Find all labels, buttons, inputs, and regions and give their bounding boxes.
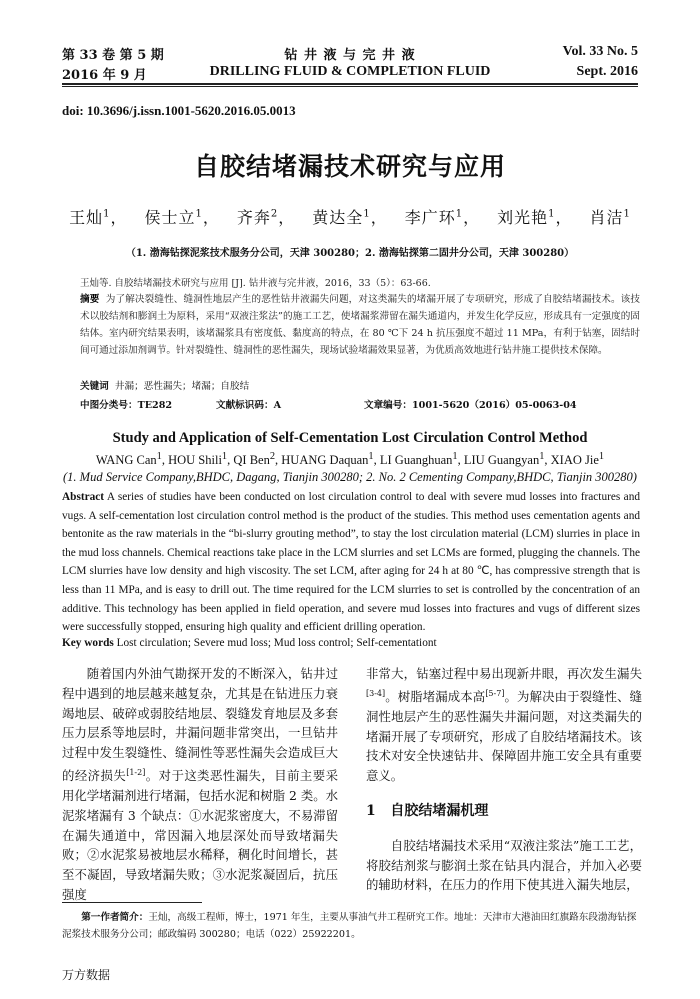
body-paragraph (62, 664, 338, 905)
clc-value: TE282 (137, 400, 173, 411)
doc-code-label: 文献标识码： (216, 400, 274, 411)
citation-ref: [3-4] (366, 688, 386, 698)
footnote-rule (62, 902, 202, 903)
date-en: Sept. 2016 (576, 64, 638, 79)
author-affiliation-mark: 2 (270, 208, 279, 220)
author-name: XIAO Jie (550, 453, 599, 468)
paper-title-en: Study and Application of Self-Cementation Lost Circulation Control Method (112, 430, 588, 446)
clc-label: 中图分类号： (80, 400, 138, 411)
header-rule-thin (62, 86, 638, 87)
author-name: LIU Guangyan (463, 453, 540, 468)
section-title: 自胶结堵漏机理 (390, 802, 489, 819)
section-heading-1 (366, 802, 642, 822)
author-affiliation-mark: 1 (452, 451, 458, 462)
body-text: 随着国内外油气勘探开发的不断深入，钻井过程中遇到的地层越来越复杂，尤其是在钻进压力衰竭地层、破碎或弱胶结地层、裂缝发育地层及多套压力层系等地层时，井漏问题非常突出，一旦钻井过程中发生裂缝性、缝洞性等恶性漏失会造成巨大的经济损失 (62, 666, 338, 784)
section-number: 1 (366, 802, 376, 819)
keywords-en-label: Key words (62, 637, 114, 649)
author-affiliation-mark: 1 (598, 451, 605, 462)
volume-en: Vol. 33 No. 5 (562, 44, 638, 59)
author-affiliation-mark: 1 (455, 208, 464, 220)
volume-cn: 第 33 卷 第 5 期 (62, 48, 164, 63)
author-name: HUANG Daquan (281, 453, 369, 468)
author-name: 齐奔 (236, 208, 271, 227)
header-rule (62, 83, 638, 85)
affiliation-en: (1. Mud Service Company,BHDC, Dagang, Tianjin 300280; 2. No. 2 Cementing Company,BHDC, Tianjin 300280) (63, 470, 637, 484)
author-affiliation-mark: 1 (221, 451, 228, 462)
body-paragraph (366, 836, 642, 895)
author-affiliation-mark: 2 (269, 451, 276, 462)
keywords-cn-text: 井漏；恶性漏失；堵漏；自胶结 (114, 381, 250, 392)
footnote-label: 第一作者简介： (81, 912, 149, 923)
author-name: LI Guanghuan (379, 453, 453, 468)
abstract-cn-label: 摘要 (80, 294, 100, 305)
doc-code-value: A (273, 400, 282, 411)
author-name: 黄达全 (312, 208, 364, 227)
author-name: 侯士立 (144, 208, 196, 227)
body-paragraph (366, 664, 642, 786)
author-affiliation-mark: 1 (156, 451, 162, 462)
citation-cn: 王灿等. 自胶结堵漏技术研究与应用 [J]. 钻井液与完井液，2016，33（5）：63-66. (80, 278, 431, 289)
article-no-value: 1001-5620（2016）05-0063-04 (411, 400, 577, 411)
body-text: 。对于这类恶性漏失，目前主要采用化学堵漏剂进行堵漏，包括水泥和树脂 2 类。水泥浆堵漏有 3 个缺点：①水泥浆密度大，不易滞留在漏失通道中，常因漏入地层深处而导致堵漏失败；②水泥浆易被地层水稀释，稠化时间增长，甚至不凝固，导致堵漏失败；③水泥浆凝固后，抗压强度 (62, 768, 338, 902)
abstract-cn (80, 291, 640, 359)
body-text: 。为解决由于裂缝性、缝洞性地层产生的恶性漏失井漏问题，对这类漏失的堵漏开展了专项研究，形成了自胶结堵漏技术。该技术对安全快速钻井、保障固井施工安全具有重要意义。 (366, 688, 643, 784)
footnote (62, 909, 640, 943)
author-name: HOU Shili (168, 453, 222, 468)
article-no-label: 文章编号： (364, 400, 412, 411)
document-code (216, 397, 281, 411)
journal-title-en: DRILLING FLUID & COMPLETION FLUID (209, 64, 491, 79)
citation-ref: [5-7] (485, 688, 505, 698)
author-affiliation-mark: 1 (623, 208, 631, 220)
abstract-en-label: Abstract (62, 491, 105, 503)
abstract-en (62, 488, 640, 637)
keywords-en-text: Lost circulation; Severe mud loss; Mud loss control; Self-cementationt (116, 637, 437, 649)
author-affiliation-mark: 1 (363, 208, 371, 220)
author-name: WANG Can (95, 453, 157, 468)
author-affiliation-mark: 1 (368, 451, 374, 462)
abstract-cn-text: 为了解决裂缝性、缝洞性地层产生的恶性钻井液漏失问题，对这类漏失的堵漏开展了专项研究，形成了自胶结堵漏技术。该技术以胶结剂和膨润土为原料，采用“双液注浆法”的施工工艺，使堵漏浆滞留在漏失通道内，并发生化学反应，形成具有一定强度的固结体。室内研究结果表明，该堵漏浆具有密度低、黏度高的特点，在 80 ℃下 24 h 抗压强度不超过 11 MPa，有利于钻塞，固结时间可通过添加剂调节。针对裂缝性、缝洞性的恶性漏失，现场试验堵漏效果显著，为优质高效地进行钻井施工提供技术保障。 (80, 294, 640, 356)
author-name: QI Ben (233, 453, 270, 468)
paper-title-cn: 自胶结堵漏技术研究与应用 (193, 152, 506, 181)
clc-number (80, 397, 172, 411)
body-text: 。树脂堵漏成本高 (385, 688, 486, 704)
body-column-right (366, 664, 642, 895)
doi: doi: 10.3696/j.issn.1001-5620.2016.05.0013 (62, 103, 296, 118)
keywords-cn (80, 378, 640, 392)
date-cn: 2016 年 9 月 (62, 68, 147, 83)
keywords-en (62, 637, 640, 649)
author-name: 王灿 (69, 208, 104, 227)
author-affiliation-mark: 1 (548, 208, 556, 220)
author-name: 肖洁 (589, 208, 624, 227)
citation-ref: [1-2] (126, 767, 146, 777)
body-column-left (62, 664, 338, 905)
authors-en: WANG Can$^1$, HOU Shili$^1$, QI Ben$^2$, HUANG Daquan$^1$, LI Guanghuan$^1$, LIU Guangyan$^1$, XIAO Jie$^1$ (95, 451, 605, 468)
authors-cn: 王灿$^1$， 侯士立$^1$， 齐奔$^2$， 黄达全$^1$， 李广环$^1$， 刘光艳$^1$， 肖洁$^1$ (69, 208, 631, 227)
article-number (364, 397, 577, 411)
footnote-text: 王灿，高级工程师，博士，1971 年生，主要从事油气井工程研究工作。地址：天津市大港油田红旗路东段渤海钻探泥浆技术服务分公司；邮政编码 300280；电话（022）25922201。 (62, 912, 637, 940)
author-affiliation-mark: 1 (539, 451, 545, 462)
affiliation-cn: （1. 渤海钻探泥浆技术服务分公司，天津 300280；2. 渤海钻探第二固井分公司，天津 300280） (125, 248, 575, 259)
abstract-en-text: A series of studies have been conducted on lost circulation control to deal with severe mud losses into fractures and vugs. A self-cementation lost circulation control method is the product of the studies. This method uses cementation agents and bentonite as the raw materials in the “bi-slurry grouting method”, to stay the lost circulation material (LCM) slurries in place in the mud loss channels. Chemical reactions take place in the LCM slurries and set LCMs are formed, plugging the channels. The LCM slurries have low density and high viscosity. The set LCM, after aging for 24 h at 80 ℃, has compressive strength that is less than 11 MPa, and is easy to drill out. The time required for the LCM slurries to set is controlled by the concentration of an additive. This technology has been applied in field operation, and severe mud losses into fractures and vugs of different sizes were successfully stopped, ensuring high quality and efficient drilling operation. (62, 491, 640, 634)
body-text: 自胶结堵漏技术采用“双液注浆法”施工工艺，将胶结剂浆与膨润土浆在钻具内混合，并加入必要的辅助材料，在压力的作用下使其进入漏失地层， (366, 837, 642, 893)
author-affiliation-mark: 1 (195, 208, 203, 220)
author-name: 刘光艳 (497, 208, 549, 227)
journal-title-cn: 钻 井 液 与 完 井 液 (284, 48, 416, 63)
author-affiliation-mark: 1 (103, 208, 111, 220)
author-name: 李广环 (404, 208, 456, 227)
body-text: 非常大，钻塞过程中易出现新井眼，再次发生漏失 (366, 666, 642, 681)
keywords-cn-label: 关键词 (80, 381, 109, 392)
watermark: 万方数据 (62, 968, 111, 982)
